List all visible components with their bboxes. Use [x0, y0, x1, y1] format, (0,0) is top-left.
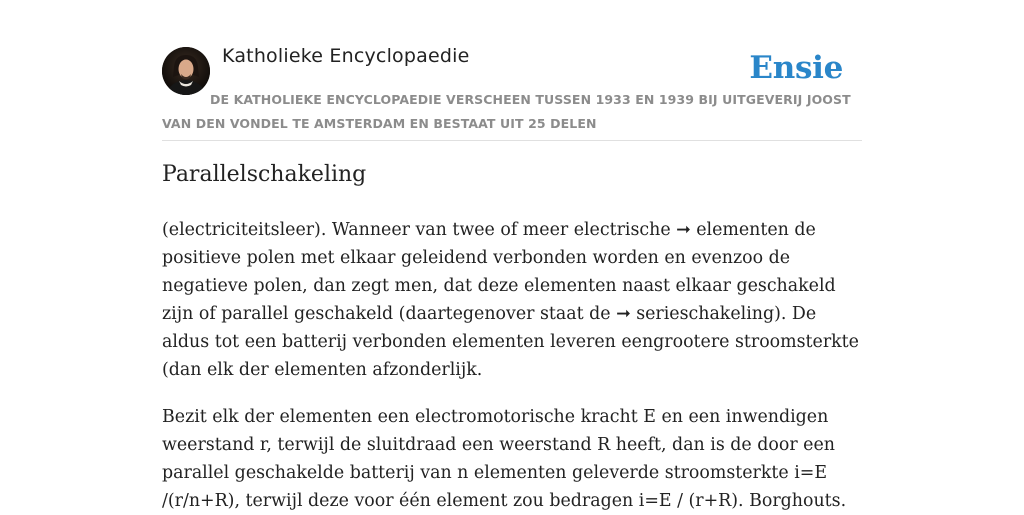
ensie-logo[interactable]: Ensie [749, 50, 843, 86]
site-header [162, 0, 862, 141]
article-paragraph-1: (electriciteitsleer). Wanneer van twee of meer electrische ➞ elementen de positieve polen met elkaar geleidend verbonden worden en evenzoo de negatieve polen, dan zegt men, dat deze elementen naast elkaar geschakeld zijn of parallel geschakeld (daartegenover staat de ➞ serieschakeling). De aldus tot een batterij verbonden elementen leveren eengrootere stroomsterkte (dan elk der elementen afzonderlijk. [162, 220, 859, 380]
page-container [162, 0, 862, 511]
article-title: Parallelschakeling [162, 162, 367, 187]
site-tagline: DE KATHOLIEKE ENCYCLOPAEDIE VERSCHEEN TUSSEN 1933 EN 1939 BIJ UITGEVERIJ JOOST VAN DEN VONDEL TE AMSTERDAM EN BESTAAT UIT 25 DELEN [162, 92, 851, 131]
site-title[interactable]: Katholieke Encyclopaedie [222, 45, 470, 67]
article-paragraph-2: Bezit elk der elementen een electromotorische kracht E en een inwendigen weerstand r, terwijl de sluitdraad een weerstand R heeft, dan is de door een parallel geschakelde batterij van n elementen geleverde stroomsterkte i=E /(r/n+R), terwijl deze voor één element zou bedragen i=E / (r+R). Borghouts. [162, 407, 847, 511]
